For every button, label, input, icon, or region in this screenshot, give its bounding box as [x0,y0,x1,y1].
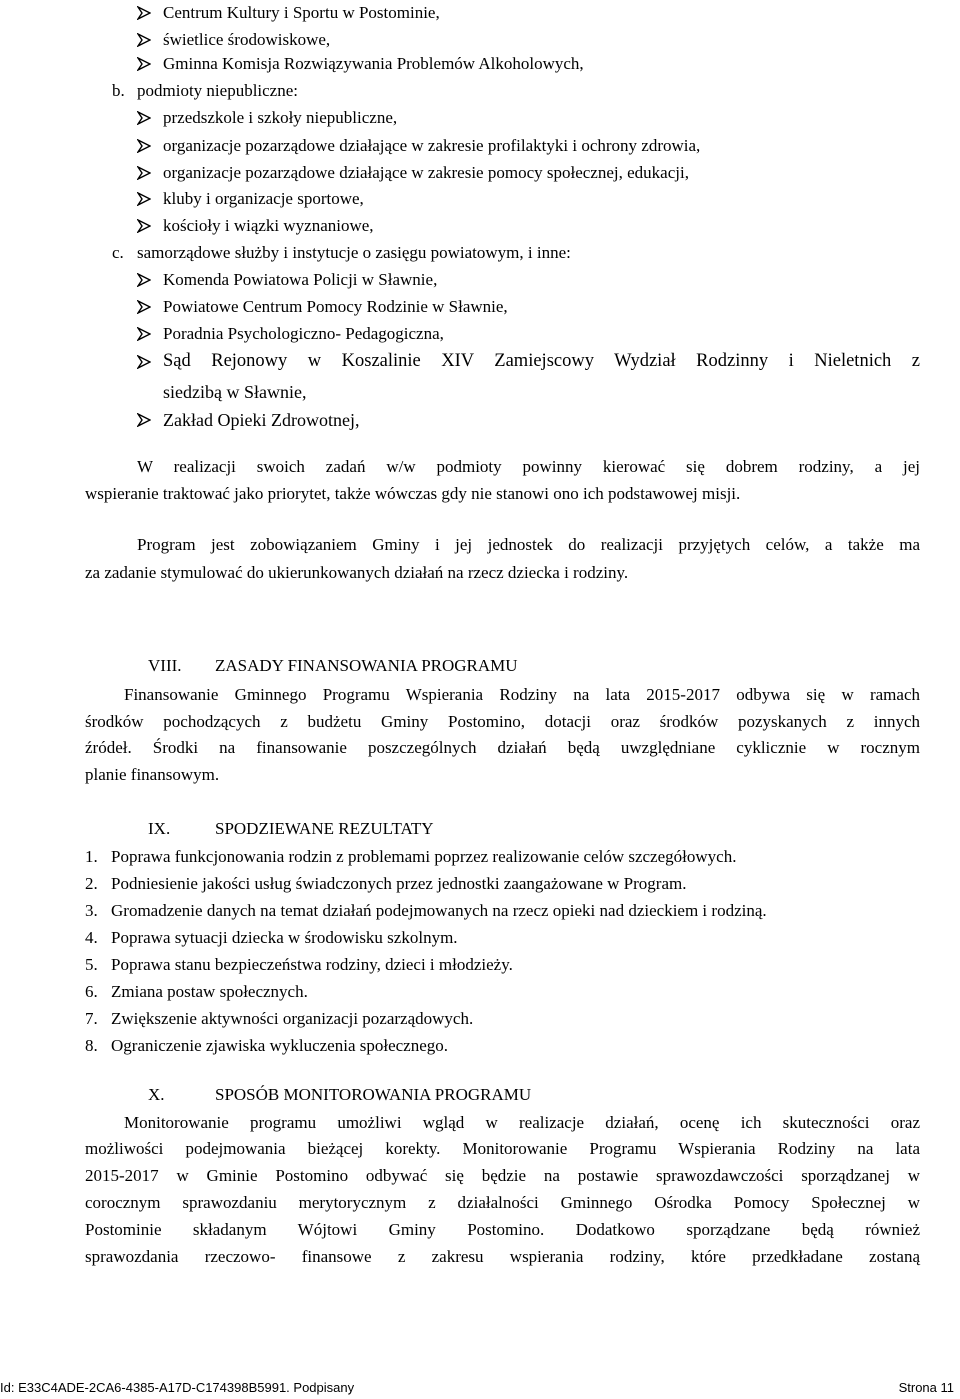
section-number: VIII. [148,656,182,675]
result-item: Poprawa funkcjonowania rodzin z problemami poprzez realizowanie celów szczegółowych. [111,847,737,866]
section-title: SPODZIEWANE REZULTATY [215,819,434,838]
paragraph-line: corocznym sprawozdaniu merytorycznym z działalności Gminnego Ośrodka Pomocy Społecznej w [85,1193,920,1212]
paragraph-line: Finansowanie Gminnego Programu Wspierania Rodziny na lata 2015-2017 odbywa się w ramach [124,685,920,704]
arrowhead-bullet-icon [137,139,151,153]
paragraph-line: W realizacji swoich zadań w/w podmioty powinny kierować się dobrem rodziny, a jej [137,457,920,476]
footer-document-id: Id: E33C4ADE-2CA6-4385-A17D-C174398B5991. Podpisany [0,1380,355,1395]
result-item: Zmiana postaw społecznych. [111,982,308,1001]
bullet-item: Komenda Powiatowa Policji w Sławnie, [163,270,438,289]
result-item: Ograniczenie zjawiska wykluczenia społecznego. [111,1036,449,1055]
paragraph-line: 2015-2017 w Gminie Postomino odbywać się będzie na postawie sprawozdawczości sporządzanej w [85,1166,920,1185]
section-number: IX. [148,819,171,838]
paragraph-line: Postominie składanym Wójtowi Gminy Postomino. Dodatkowo sporządzane będą również [85,1220,920,1239]
result-item: Gromadzenie danych na temat działań podejmowanych na rzecz opieki nad dzieckiem i rodziną. [111,901,767,920]
arrowhead-bullet-icon [137,6,151,20]
arrowhead-bullet-icon [137,166,151,180]
result-number: 4. [85,928,98,947]
paragraph-line: za zadanie stymulować do ukierunkowanych działań na rzecz dziecka i rodziny. [85,563,629,582]
paragraph-line: planie finansowym. [85,765,220,784]
result-item: Zwiększenie aktywności organizacji pozarządowych. [111,1009,474,1028]
bullet-item: Centrum Kultury i Sportu w Postominie, [163,3,440,22]
paragraph-line: sprawozdania rzeczowo- finansowe z zakresu wspierania rodziny, które przedkładane zostaną [85,1247,920,1266]
result-number: 1. [85,847,98,866]
bullet-item: świetlice środowiskowe, [163,30,331,49]
paragraph-line: środków pochodzących z budżetu Gminy Postomino, dotacji oraz środków pozyskanych z innych [85,712,920,731]
arrowhead-bullet-icon [137,355,151,369]
result-item: Poprawa stanu bezpieczeństwa rodziny, dzieci i młodzieży. [111,955,513,974]
result-item: Podniesienie jakości usług świadczonych przez jednostki zaangażowane w Program. [111,874,687,893]
paragraph-line: możliwości podejmowania bieżącej korekty. Monitorowanie Programu Wspierania Rodziny na lata [85,1139,920,1158]
section-b-label: b. [112,81,125,100]
result-number: 5. [85,955,98,974]
result-number: 7. [85,1009,98,1028]
arrowhead-bullet-icon [137,327,151,341]
paragraph-line: Program jest zobowiązaniem Gminy i jej jednostek do realizacji przyjętych celów, a także ma [137,535,920,554]
section-number: X. [148,1085,165,1104]
bullet-item: organizacje pozarządowe działające w zakresie profilaktyki i ochrony zdrowia, [163,136,701,155]
arrowhead-bullet-icon [137,413,151,427]
paragraph-line: Monitorowanie programu umożliwi wgląd w realizacje działań, ocenę ich skuteczności oraz [124,1113,920,1132]
arrowhead-bullet-icon [137,192,151,206]
arrowhead-bullet-icon [137,33,151,47]
arrowhead-bullet-icon [137,219,151,233]
footer-page-number: Strona 11 [898,1380,954,1395]
bullet-item: organizacje pozarządowe działające w zakresie pomocy społecznej, edukacji, [163,163,689,182]
result-item: Poprawa sytuacji dziecka w środowisku szkolnym. [111,928,458,947]
arrowhead-bullet-icon [137,273,151,287]
result-number: 8. [85,1036,98,1055]
bullet-item: przedszkole i szkoły niepubliczne, [163,108,398,127]
section-title: SPOSÓB MONITOROWANIA PROGRAMU [215,1085,532,1104]
paragraph-line: wspieranie traktować jako priorytet, także wówczas gdy nie stanowi ono ich podstawowej misji. [85,484,741,503]
arrowhead-bullet-icon [137,300,151,314]
bullet-item: Sąd Rejonowy w Koszalinie XIV Zamiejscowy Wydział Rodzinny i Nieletnich z [163,351,920,371]
bullet-item: Powiatowe Centrum Pomocy Rodzinie w Sławnie, [163,297,508,316]
arrowhead-bullet-icon [137,111,151,125]
bullet-item: kościoły i wiązki wyznaniowe, [163,216,374,235]
section-c-title: samorządowe służby i instytucje o zasięgu powiatowym, i inne: [137,243,571,262]
bullet-item: Zakład Opieki Zdrowotnej, [163,410,360,430]
section-title: ZASADY FINANSOWANIA PROGRAMU [215,656,518,675]
bullet-item-continuation: siedzibą w Sławnie, [163,382,307,402]
section-b-title: podmioty niepubliczne: [137,81,298,100]
result-number: 3. [85,901,98,920]
bullet-item: Gminna Komisja Rozwiązywania Problemów Alkoholowych, [163,54,584,73]
bullet-item: kluby i organizacje sportowe, [163,189,364,208]
bullet-item: Poradnia Psychologiczno- Pedagogiczna, [163,324,444,343]
arrowhead-bullet-icon [137,57,151,71]
result-number: 6. [85,982,98,1001]
result-number: 2. [85,874,98,893]
section-c-label: c. [112,243,124,262]
paragraph-line: źródeł. Środki na finansowanie poszczególnych działań będą uwzględniane cyklicznie w rocznym [85,738,920,757]
